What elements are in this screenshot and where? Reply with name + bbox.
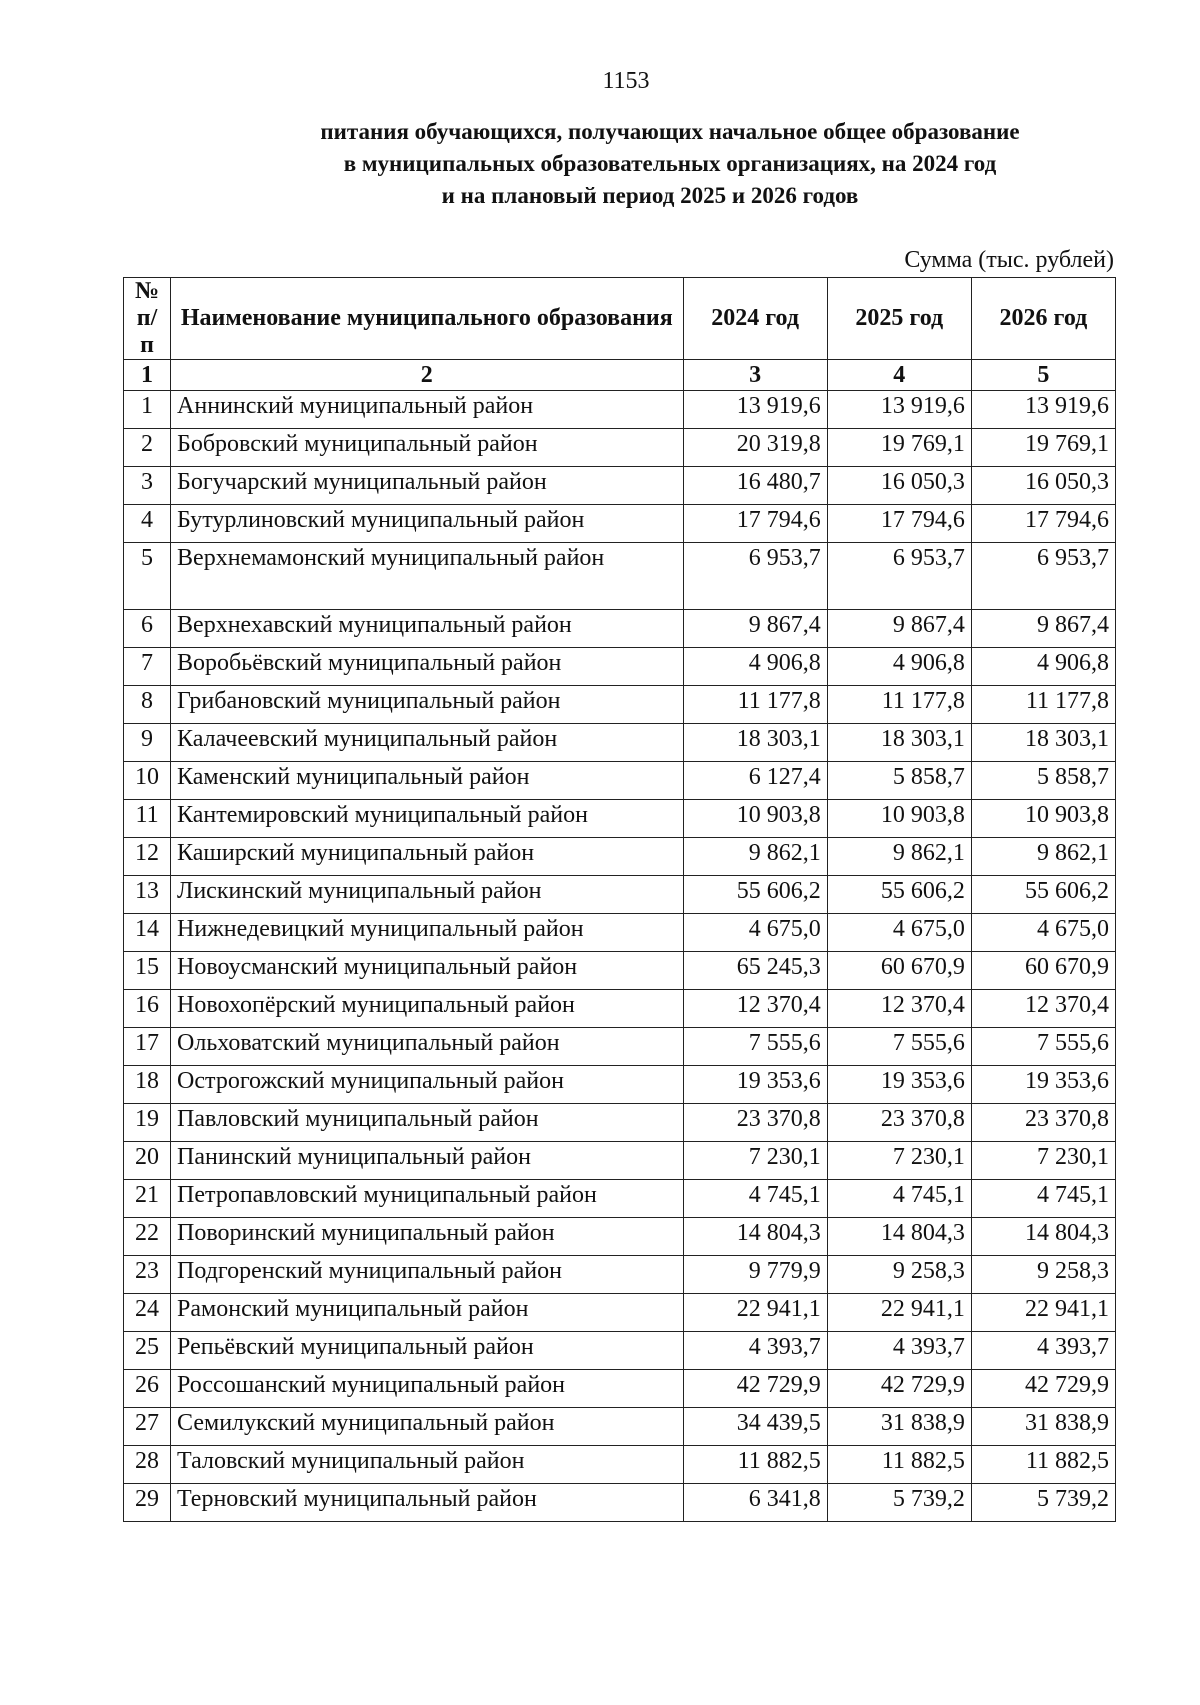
row-value-2024: 20 319,8 bbox=[683, 429, 827, 467]
row-value-2024: 7 555,6 bbox=[683, 1028, 827, 1066]
row-index: 13 bbox=[124, 876, 171, 914]
row-value-2024: 4 906,8 bbox=[683, 648, 827, 686]
row-value-2026: 23 370,8 bbox=[971, 1104, 1115, 1142]
row-value-2025: 16 050,3 bbox=[827, 467, 971, 505]
row-index: 19 bbox=[124, 1104, 171, 1142]
row-value-2024: 14 804,3 bbox=[683, 1218, 827, 1256]
table-row bbox=[124, 686, 1116, 724]
table-header-row bbox=[124, 278, 1116, 360]
column-number: 3 bbox=[683, 360, 827, 391]
header-2024: 2024 год bbox=[683, 278, 827, 360]
row-value-2026: 7 230,1 bbox=[971, 1142, 1115, 1180]
row-index: 22 bbox=[124, 1218, 171, 1256]
row-name: Богучарский муниципальный район bbox=[171, 467, 684, 505]
table-row bbox=[124, 391, 1116, 429]
table-row bbox=[124, 1066, 1116, 1104]
row-value-2026: 14 804,3 bbox=[971, 1218, 1115, 1256]
row-value-2024: 22 941,1 bbox=[683, 1294, 827, 1332]
row-name: Нижнедевицкий муниципальный район bbox=[171, 914, 684, 952]
row-value-2024: 4 393,7 bbox=[683, 1332, 827, 1370]
column-number-row bbox=[124, 360, 1116, 391]
row-index: 25 bbox=[124, 1332, 171, 1370]
header-2026: 2026 год bbox=[971, 278, 1115, 360]
table-row bbox=[124, 1332, 1116, 1370]
table-row bbox=[124, 505, 1116, 543]
row-value-2025: 9 258,3 bbox=[827, 1256, 971, 1294]
row-value-2025: 11 177,8 bbox=[827, 686, 971, 724]
row-value-2025: 4 675,0 bbox=[827, 914, 971, 952]
row-value-2024: 6 127,4 bbox=[683, 762, 827, 800]
row-name: Петропавловский муниципальный район bbox=[171, 1180, 684, 1218]
row-index: 17 bbox=[124, 1028, 171, 1066]
row-index: 23 bbox=[124, 1256, 171, 1294]
row-value-2026: 11 882,5 bbox=[971, 1446, 1115, 1484]
row-value-2026: 4 745,1 bbox=[971, 1180, 1115, 1218]
row-value-2025: 5 739,2 bbox=[827, 1484, 971, 1522]
row-value-2024: 9 867,4 bbox=[683, 610, 827, 648]
row-name: Острогожский муниципальный район bbox=[171, 1066, 684, 1104]
row-value-2025: 12 370,4 bbox=[827, 990, 971, 1028]
row-index: 21 bbox=[124, 1180, 171, 1218]
row-value-2026: 60 670,9 bbox=[971, 952, 1115, 990]
row-value-2024: 16 480,7 bbox=[683, 467, 827, 505]
row-value-2024: 6 953,7 bbox=[683, 543, 827, 610]
table-row bbox=[124, 610, 1116, 648]
row-value-2026: 11 177,8 bbox=[971, 686, 1115, 724]
row-index: 11 bbox=[124, 800, 171, 838]
row-value-2024: 13 919,6 bbox=[683, 391, 827, 429]
table-row bbox=[124, 1370, 1116, 1408]
row-name: Подгоренский муниципальный район bbox=[171, 1256, 684, 1294]
row-value-2024: 10 903,8 bbox=[683, 800, 827, 838]
row-value-2024: 19 353,6 bbox=[683, 1066, 827, 1104]
table-row bbox=[124, 648, 1116, 686]
row-name: Воробьёвский муниципальный район bbox=[171, 648, 684, 686]
table-row bbox=[124, 1408, 1116, 1446]
row-value-2024: 9 862,1 bbox=[683, 838, 827, 876]
row-value-2024: 11 177,8 bbox=[683, 686, 827, 724]
row-value-2025: 19 353,6 bbox=[827, 1066, 971, 1104]
row-value-2024: 17 794,6 bbox=[683, 505, 827, 543]
table-row bbox=[124, 876, 1116, 914]
row-value-2024: 12 370,4 bbox=[683, 990, 827, 1028]
row-index: 14 bbox=[124, 914, 171, 952]
row-name: Лискинский муниципальный район bbox=[171, 876, 684, 914]
row-name: Верхнемамонский муниципальный район bbox=[171, 543, 684, 610]
row-name: Репьёвский муниципальный район bbox=[171, 1332, 684, 1370]
document-title-line-3: и на плановый период 2025 и 2026 годов bbox=[441, 183, 859, 208]
table-row bbox=[124, 914, 1116, 952]
row-name: Грибановский муниципальный район bbox=[171, 686, 684, 724]
row-value-2026: 18 303,1 bbox=[971, 724, 1115, 762]
row-value-2026: 5 858,7 bbox=[971, 762, 1115, 800]
header-index: № п/п bbox=[124, 278, 171, 360]
row-value-2024: 4 745,1 bbox=[683, 1180, 827, 1218]
row-value-2025: 4 906,8 bbox=[827, 648, 971, 686]
row-value-2025: 10 903,8 bbox=[827, 800, 971, 838]
row-value-2025: 14 804,3 bbox=[827, 1218, 971, 1256]
page-number: 1153 bbox=[602, 68, 650, 94]
document-title-line-2: в муниципальных образовательных организациях, на 2024 год bbox=[343, 151, 997, 176]
row-name: Россошанский муниципальный район bbox=[171, 1370, 684, 1408]
row-value-2026: 4 675,0 bbox=[971, 914, 1115, 952]
row-value-2025: 9 867,4 bbox=[827, 610, 971, 648]
row-index: 2 bbox=[124, 429, 171, 467]
row-value-2025: 6 953,7 bbox=[827, 543, 971, 610]
row-name: Аннинский муниципальный район bbox=[171, 391, 684, 429]
row-name: Бутурлиновский муниципальный район bbox=[171, 505, 684, 543]
row-value-2026: 19 769,1 bbox=[971, 429, 1115, 467]
column-number: 5 bbox=[971, 360, 1115, 391]
row-value-2026: 12 370,4 bbox=[971, 990, 1115, 1028]
row-value-2026: 42 729,9 bbox=[971, 1370, 1115, 1408]
row-value-2024: 42 729,9 bbox=[683, 1370, 827, 1408]
row-index: 15 bbox=[124, 952, 171, 990]
row-name: Бобровский муниципальный район bbox=[171, 429, 684, 467]
row-name: Ольховатский муниципальный район bbox=[171, 1028, 684, 1066]
row-value-2025: 19 769,1 bbox=[827, 429, 971, 467]
row-value-2026: 5 739,2 bbox=[971, 1484, 1115, 1522]
row-name: Павловский муниципальный район bbox=[171, 1104, 684, 1142]
row-value-2024: 11 882,5 bbox=[683, 1446, 827, 1484]
row-value-2024: 9 779,9 bbox=[683, 1256, 827, 1294]
row-value-2026: 55 606,2 bbox=[971, 876, 1115, 914]
row-value-2025: 31 838,9 bbox=[827, 1408, 971, 1446]
row-name: Панинский муниципальный район bbox=[171, 1142, 684, 1180]
table-row bbox=[124, 1218, 1116, 1256]
column-number: 1 bbox=[124, 360, 171, 391]
row-index: 9 bbox=[124, 724, 171, 762]
row-value-2024: 55 606,2 bbox=[683, 876, 827, 914]
table-row bbox=[124, 838, 1116, 876]
row-value-2026: 10 903,8 bbox=[971, 800, 1115, 838]
row-value-2025: 17 794,6 bbox=[827, 505, 971, 543]
row-value-2024: 65 245,3 bbox=[683, 952, 827, 990]
row-index: 24 bbox=[124, 1294, 171, 1332]
row-value-2025: 18 303,1 bbox=[827, 724, 971, 762]
table-row bbox=[124, 762, 1116, 800]
row-name: Новоусманский муниципальный район bbox=[171, 952, 684, 990]
table-row bbox=[124, 1294, 1116, 1332]
row-name: Семилукский муниципальный район bbox=[171, 1408, 684, 1446]
row-index: 18 bbox=[124, 1066, 171, 1104]
row-value-2026: 19 353,6 bbox=[971, 1066, 1115, 1104]
row-name: Новохопёрский муниципальный район bbox=[171, 990, 684, 1028]
table-row bbox=[124, 800, 1116, 838]
table-row bbox=[124, 1484, 1116, 1522]
row-value-2025: 7 230,1 bbox=[827, 1142, 971, 1180]
row-value-2026: 22 941,1 bbox=[971, 1294, 1115, 1332]
row-name: Терновский муниципальный район bbox=[171, 1484, 684, 1522]
table-row bbox=[124, 543, 1116, 610]
row-value-2024: 34 439,5 bbox=[683, 1408, 827, 1446]
row-value-2024: 7 230,1 bbox=[683, 1142, 827, 1180]
row-value-2024: 23 370,8 bbox=[683, 1104, 827, 1142]
document-title-line-1: питания обучающихся, получающих начальное общее образование bbox=[320, 119, 1020, 144]
row-index: 16 bbox=[124, 990, 171, 1028]
table-row bbox=[124, 1028, 1116, 1066]
column-number: 2 bbox=[171, 360, 684, 391]
row-index: 29 bbox=[124, 1484, 171, 1522]
row-value-2025: 60 670,9 bbox=[827, 952, 971, 990]
row-index: 5 bbox=[124, 543, 171, 610]
table-row bbox=[124, 1256, 1116, 1294]
row-value-2026: 4 906,8 bbox=[971, 648, 1115, 686]
row-value-2026: 4 393,7 bbox=[971, 1332, 1115, 1370]
row-name: Верхнехавский муниципальный район bbox=[171, 610, 684, 648]
row-index: 10 bbox=[124, 762, 171, 800]
row-name: Таловский муниципальный район bbox=[171, 1446, 684, 1484]
row-value-2025: 7 555,6 bbox=[827, 1028, 971, 1066]
allocation-table bbox=[123, 277, 1116, 1522]
row-value-2025: 5 858,7 bbox=[827, 762, 971, 800]
row-value-2025: 42 729,9 bbox=[827, 1370, 971, 1408]
row-value-2026: 6 953,7 bbox=[971, 543, 1115, 610]
row-index: 20 bbox=[124, 1142, 171, 1180]
table-row bbox=[124, 1446, 1116, 1484]
row-index: 26 bbox=[124, 1370, 171, 1408]
row-name: Каширский муниципальный район bbox=[171, 838, 684, 876]
row-name: Кантемировский муниципальный район bbox=[171, 800, 684, 838]
row-index: 4 bbox=[124, 505, 171, 543]
row-value-2026: 9 258,3 bbox=[971, 1256, 1115, 1294]
row-value-2025: 4 745,1 bbox=[827, 1180, 971, 1218]
row-index: 27 bbox=[124, 1408, 171, 1446]
row-index: 8 bbox=[124, 686, 171, 724]
row-name: Каменский муниципальный район bbox=[171, 762, 684, 800]
table-row bbox=[124, 724, 1116, 762]
row-value-2024: 4 675,0 bbox=[683, 914, 827, 952]
row-value-2025: 55 606,2 bbox=[827, 876, 971, 914]
row-index: 28 bbox=[124, 1446, 171, 1484]
row-value-2025: 13 919,6 bbox=[827, 391, 971, 429]
table-row bbox=[124, 1104, 1116, 1142]
row-value-2025: 9 862,1 bbox=[827, 838, 971, 876]
row-value-2026: 9 862,1 bbox=[971, 838, 1115, 876]
row-value-2025: 22 941,1 bbox=[827, 1294, 971, 1332]
table-row bbox=[124, 1180, 1116, 1218]
table-row bbox=[124, 952, 1116, 990]
row-value-2025: 23 370,8 bbox=[827, 1104, 971, 1142]
row-value-2025: 4 393,7 bbox=[827, 1332, 971, 1370]
header-name: Наименование муниципального образования bbox=[171, 278, 684, 360]
row-index: 3 bbox=[124, 467, 171, 505]
column-number: 4 bbox=[827, 360, 971, 391]
row-index: 12 bbox=[124, 838, 171, 876]
units-label: Сумма (тыс. рублей) bbox=[904, 247, 1114, 273]
table-row bbox=[124, 467, 1116, 505]
row-value-2026: 17 794,6 bbox=[971, 505, 1115, 543]
row-value-2026: 31 838,9 bbox=[971, 1408, 1115, 1446]
row-value-2025: 11 882,5 bbox=[827, 1446, 971, 1484]
row-name: Поворинский муниципальный район bbox=[171, 1218, 684, 1256]
row-index: 6 bbox=[124, 610, 171, 648]
row-name: Калачеевский муниципальный район bbox=[171, 724, 684, 762]
row-value-2026: 7 555,6 bbox=[971, 1028, 1115, 1066]
header-2025: 2025 год bbox=[827, 278, 971, 360]
row-index: 1 bbox=[124, 391, 171, 429]
table-row bbox=[124, 990, 1116, 1028]
row-value-2024: 18 303,1 bbox=[683, 724, 827, 762]
row-name: Рамонский муниципальный район bbox=[171, 1294, 684, 1332]
row-value-2026: 16 050,3 bbox=[971, 467, 1115, 505]
row-value-2024: 6 341,8 bbox=[683, 1484, 827, 1522]
row-value-2026: 9 867,4 bbox=[971, 610, 1115, 648]
row-value-2026: 13 919,6 bbox=[971, 391, 1115, 429]
table-row bbox=[124, 1142, 1116, 1180]
row-index: 7 bbox=[124, 648, 171, 686]
table-body bbox=[124, 391, 1116, 1522]
table-row bbox=[124, 429, 1116, 467]
